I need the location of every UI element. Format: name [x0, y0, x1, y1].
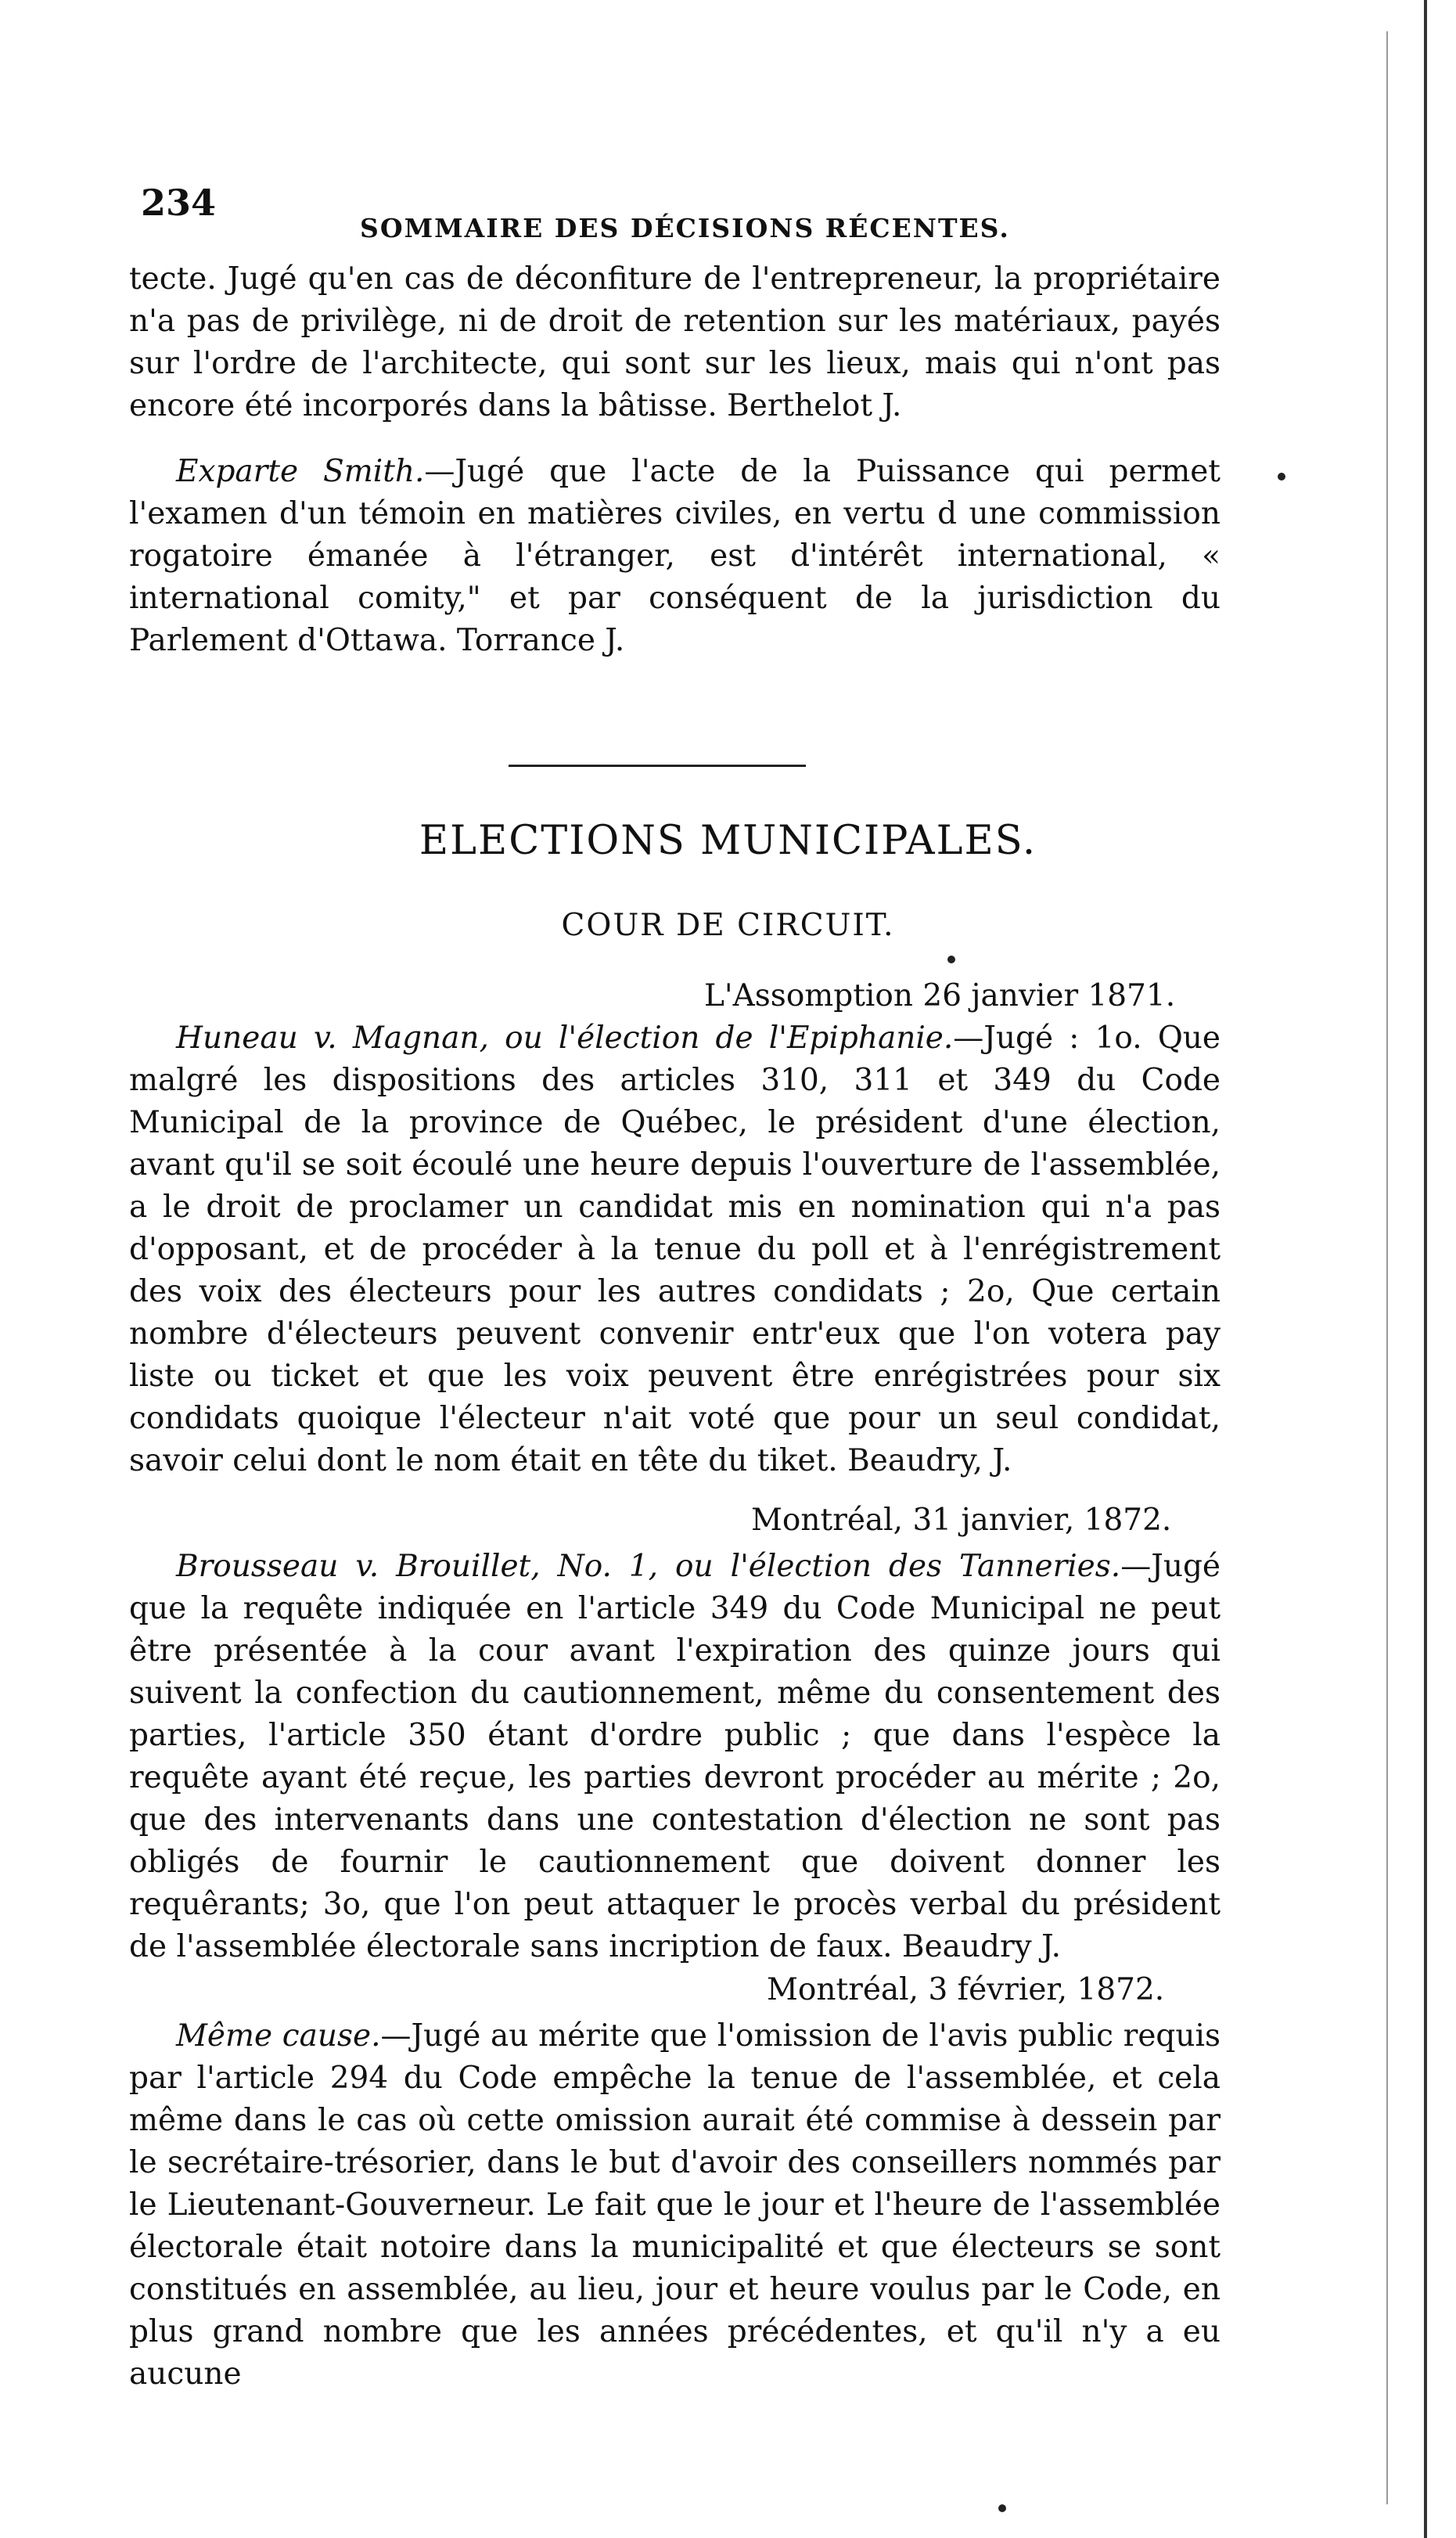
case-text: —Jugé : 1o. Que malgré les dispositions des articles 310, 311 et 349 du Code Municipal de la province de Québec, le président d'une élection, avant qu'il se soit écoulé une heure depuis l'ouverture de l'assemblée, a le droit de proclamer un candidat mis en nomination qui n'a pas d'opposant, et de procéder à la tenue du poll et à l'enrégistrement des voix des électeurs pour les autres condidats ; 2o, Que certain nombre d'électeurs peuvent convenir entr'eux que l'on votera pay liste ou ticket et que les voix peuvent être enrégistrées pour six condidats quoique l'électeur n'ait voté que pour un seul condidat, savoir celui dont le nom était en tête du tiket. Beaudry, J. — [129, 1021, 1221, 1478]
case-parties: Huneau v. Magnan, ou l'élection de l'Epiphanie. — [176, 1021, 954, 1056]
ink-speck — [998, 2504, 1006, 2512]
case-parties: Même cause. — [176, 2018, 381, 2054]
section-divider — [509, 765, 806, 767]
running-head — [141, 182, 1189, 243]
case-paragraph-smith — [129, 451, 1221, 662]
case-parties: Brousseau v. Brouillet, No. 1, ou l'élection des Tanneries. — [176, 1549, 1121, 1584]
case-name: Exparte Smith. — [176, 454, 425, 489]
page-edge-line — [1424, 0, 1427, 2538]
page-edge-shadow — [1386, 31, 1388, 2504]
case-paragraph — [129, 1546, 1221, 1968]
ink-speck — [1278, 473, 1285, 481]
continuation-paragraph: tecte. Jugé qu'en cas de déconfiture de l'entrepreneur, la propriétaire n'a pas de privilège, ni de droit de retention sur les matériaux, payés sur l'ordre de l'architecte, qui sont sur les lieux, mais qui n'ont pas encore été incorporés dans la bâtisse. Berthelot J. — [129, 261, 1221, 423]
case-dateline: L'Assomption 26 janvier 1871. — [704, 978, 1176, 1013]
section-title: ELECTIONS MUNICIPALES. — [419, 818, 1037, 864]
case-text: —Jugé que la requête indiquée en l'article 349 du Code Municipal ne peut être présentée à la cour avant l'expiration des quinze jours qui suivent la confection du cautionnement, même du consentement des parties, l'article 350 étant d'ordre public ; que dans l'espèce la requête ayant été reçue, les parties devront procéder au mérite ; 2o, que des intervenants dans une contestation d'élection ne sont pas obligés de fournir le cautionnement que doivent donner les requêrants; 3o, que l'on peut attaquer le procès verbal du président de l'assemblée électorale sans incription de faux. Beaudry J. — [129, 1549, 1221, 1964]
section-subtitle: COUR DE CIRCUIT. — [561, 908, 895, 943]
ink-speck — [947, 956, 955, 963]
top-block — [129, 258, 1221, 662]
case-dateline: Montréal, 31 janvier, 1872. — [751, 1503, 1172, 1538]
case-text: —Jugé que l'acte de la Puissance qui permet l'examen d'un témoin en matières civiles, en vertu d une commission rogatoire émanée à l'étranger, est d'intérêt international, « international comity," et par conséquent de la jurisdiction du Parlement d'Ottawa. Torrance J. — [129, 454, 1221, 658]
case-block — [129, 1546, 1221, 1968]
case-paragraph — [129, 1017, 1221, 1482]
running-title: SOMMAIRE DES DÉCISIONS RÉCENTES. — [360, 213, 1010, 243]
case-block — [129, 1017, 1221, 1482]
case-text: —Jugé au mérite que l'omission de l'avis public requis par l'article 294 du Code empêche la tenue de l'assemblée, et cela même dans le cas où cette omission aurait été commise à dessein par le secrétaire-trésorier, dans le but d'avoir des conseillers nommés par le Lieutenant-Gouverneur. Le fait que le jour et l'heure de l'assemblée électorale était notoire dans la municipalité et que électeurs se sont constitués en assemblée, au lieu, jour et heure voulus par le Code, en plus grand nombre que les années précédentes, et qu'il n'y a eu aucune — [129, 2018, 1221, 2392]
case-block — [129, 2015, 1221, 2396]
page-number: 234 — [141, 182, 217, 224]
case-dateline: Montréal, 3 février, 1872. — [767, 1972, 1165, 2007]
case-paragraph — [129, 2015, 1221, 2396]
